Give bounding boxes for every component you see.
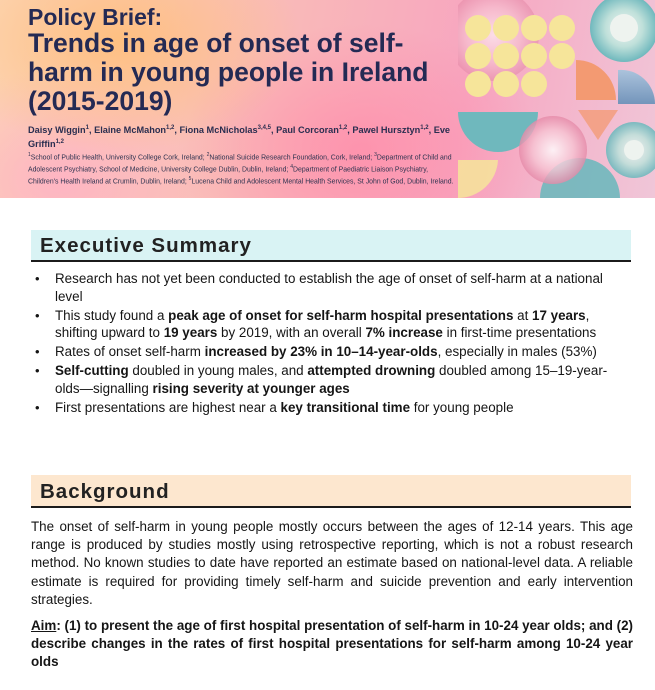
bullet-emphasis: Self-cutting xyxy=(55,363,129,379)
bullet-emphasis: 7% increase xyxy=(365,325,443,341)
bullet-icon: • xyxy=(35,399,40,415)
author-affiliation-marker: 3,4,5 xyxy=(257,125,271,131)
affiliation-text: Department of Child and Adolescent Psychiatry, School of Medicine, University College Dublin, Dublin, Ireland; xyxy=(28,154,452,174)
bullet-text: in first-time presentations xyxy=(442,325,597,341)
geometric-pattern xyxy=(458,0,655,198)
author-list: Daisy Wiggin$^1$, Elaine McMahon$^{1,2}$, Fiona McNicholas$^{3,4,5}$, Paul Corcoran$^{1,2}$, Pawel Hursztyn$^{1,2}$, Eve Griffin$^{1,2}$ xyxy=(28,125,451,150)
bullet-text: doubled in young males, and xyxy=(128,363,308,379)
affiliation-marker: 3 xyxy=(374,152,377,158)
bullet-text: Research has not yet been conducted to establish the age of onset of self-harm at a national level xyxy=(55,271,603,304)
orange-quarter xyxy=(576,60,616,100)
background-heading: Background xyxy=(31,475,631,508)
author-name: Fiona McNicholas xyxy=(179,125,258,136)
decorative-art xyxy=(458,0,655,198)
author-affiliation-marker: 1,2 xyxy=(338,125,348,131)
bullet-emphasis: rising severity at younger ages xyxy=(152,380,350,396)
summary-bullet xyxy=(31,270,631,305)
bullet-emphasis: increased by 23% in 10–14-year-olds xyxy=(204,344,438,360)
bullet-text: , shifting upward to xyxy=(55,307,590,341)
bullet-text: Rates of onset self-harm xyxy=(55,344,205,360)
author-name: Pawel Hursztyn xyxy=(352,125,421,136)
summary-bullet xyxy=(31,362,631,397)
author-affiliation-marker: 1,2 xyxy=(420,125,429,131)
executive-summary-list xyxy=(31,270,631,418)
aim-label: Aim xyxy=(31,618,57,633)
pink-circle xyxy=(458,0,539,81)
bullet-text: First presentations are highest near a xyxy=(55,399,281,415)
bullet-icon: • xyxy=(35,307,40,323)
affiliation-marker: 4 xyxy=(290,163,294,170)
affiliation-marker: 2 xyxy=(206,152,210,158)
bullet-text: , especially in males (53%) xyxy=(437,344,597,360)
bullet-icon: • xyxy=(35,271,40,286)
summary-bullet xyxy=(31,307,631,342)
bullet-emphasis: 17 years xyxy=(532,307,586,323)
affiliation-text: National Suicide Research Foundation, Cork, Ireland; xyxy=(209,154,375,162)
summary-bullet xyxy=(31,343,631,361)
background-paragraph: The onset of self-harm in young people mostly occurs between the ages of 12-14 years. This age range is produced by studies mostly using retrospective reporting, which is not a robust research method. No known studies to date have reported an estimate based on national-level data. A reliable estimate is required for providing timely self-harm and suicide prevention and early intervention strategies. xyxy=(31,519,633,607)
author-name: Eve Griffin xyxy=(28,125,451,150)
author-name: Daisy Wiggin xyxy=(28,125,86,136)
bullet-emphasis: 19 years xyxy=(163,325,218,341)
header-banner xyxy=(0,0,655,198)
document-title: Trends in age of onset of self-harm in young people in Ireland (2015-2019) xyxy=(28,28,429,116)
kicker: Policy Brief: xyxy=(28,4,163,30)
bullet-text: This study found a xyxy=(55,307,169,323)
author-name: Elaine McMahon xyxy=(94,125,167,136)
bullet-text: for young people xyxy=(410,399,514,415)
affiliation-marker: 1 xyxy=(28,152,31,158)
affiliation-text: Lucena Child and Adolescent Mental Health Services, St John of God, Dublin, Ireland. xyxy=(191,178,454,186)
author-affiliation-marker: 1,2 xyxy=(55,139,64,146)
bullet-emphasis: key transitional time xyxy=(280,399,411,415)
author-affiliation-marker: 1 xyxy=(85,125,89,131)
bullet-emphasis: peak age of onset for self-harm hospital presentations xyxy=(168,307,514,323)
bullet-text: doubled among 15–19-year-olds—signalling xyxy=(55,363,608,396)
affiliation-text: School of Public Health, University College Cork, Ireland; xyxy=(30,154,207,162)
affiliation-text: Department of Paediatric Liaison Psychiatry, Children's Health Ireland at Crumlin, Dublin, Ireland; xyxy=(28,166,429,186)
executive-summary-heading: Executive Summary xyxy=(31,230,631,262)
author-affiliation-marker: 1,2 xyxy=(166,125,175,131)
affiliations xyxy=(28,151,456,187)
bullet-text: at xyxy=(513,307,533,323)
bullet-icon: • xyxy=(35,344,40,360)
bullet-icon: • xyxy=(35,363,40,379)
aim-statement xyxy=(31,617,633,672)
author-name: Paul Corcoran xyxy=(276,125,339,136)
affiliation-marker: 5 xyxy=(188,175,192,182)
bullet-emphasis: attempted drowning xyxy=(307,363,436,379)
bullet-text: by 2019, with an overall xyxy=(217,325,366,341)
aim-text: : (1) to present the age of first hospital presentation of self-harm in 10-24 year olds; and (2) describe changes in the rates of first hospital presentations for self-harm among 10-24 year olds xyxy=(31,618,633,670)
summary-bullet xyxy=(31,399,631,417)
